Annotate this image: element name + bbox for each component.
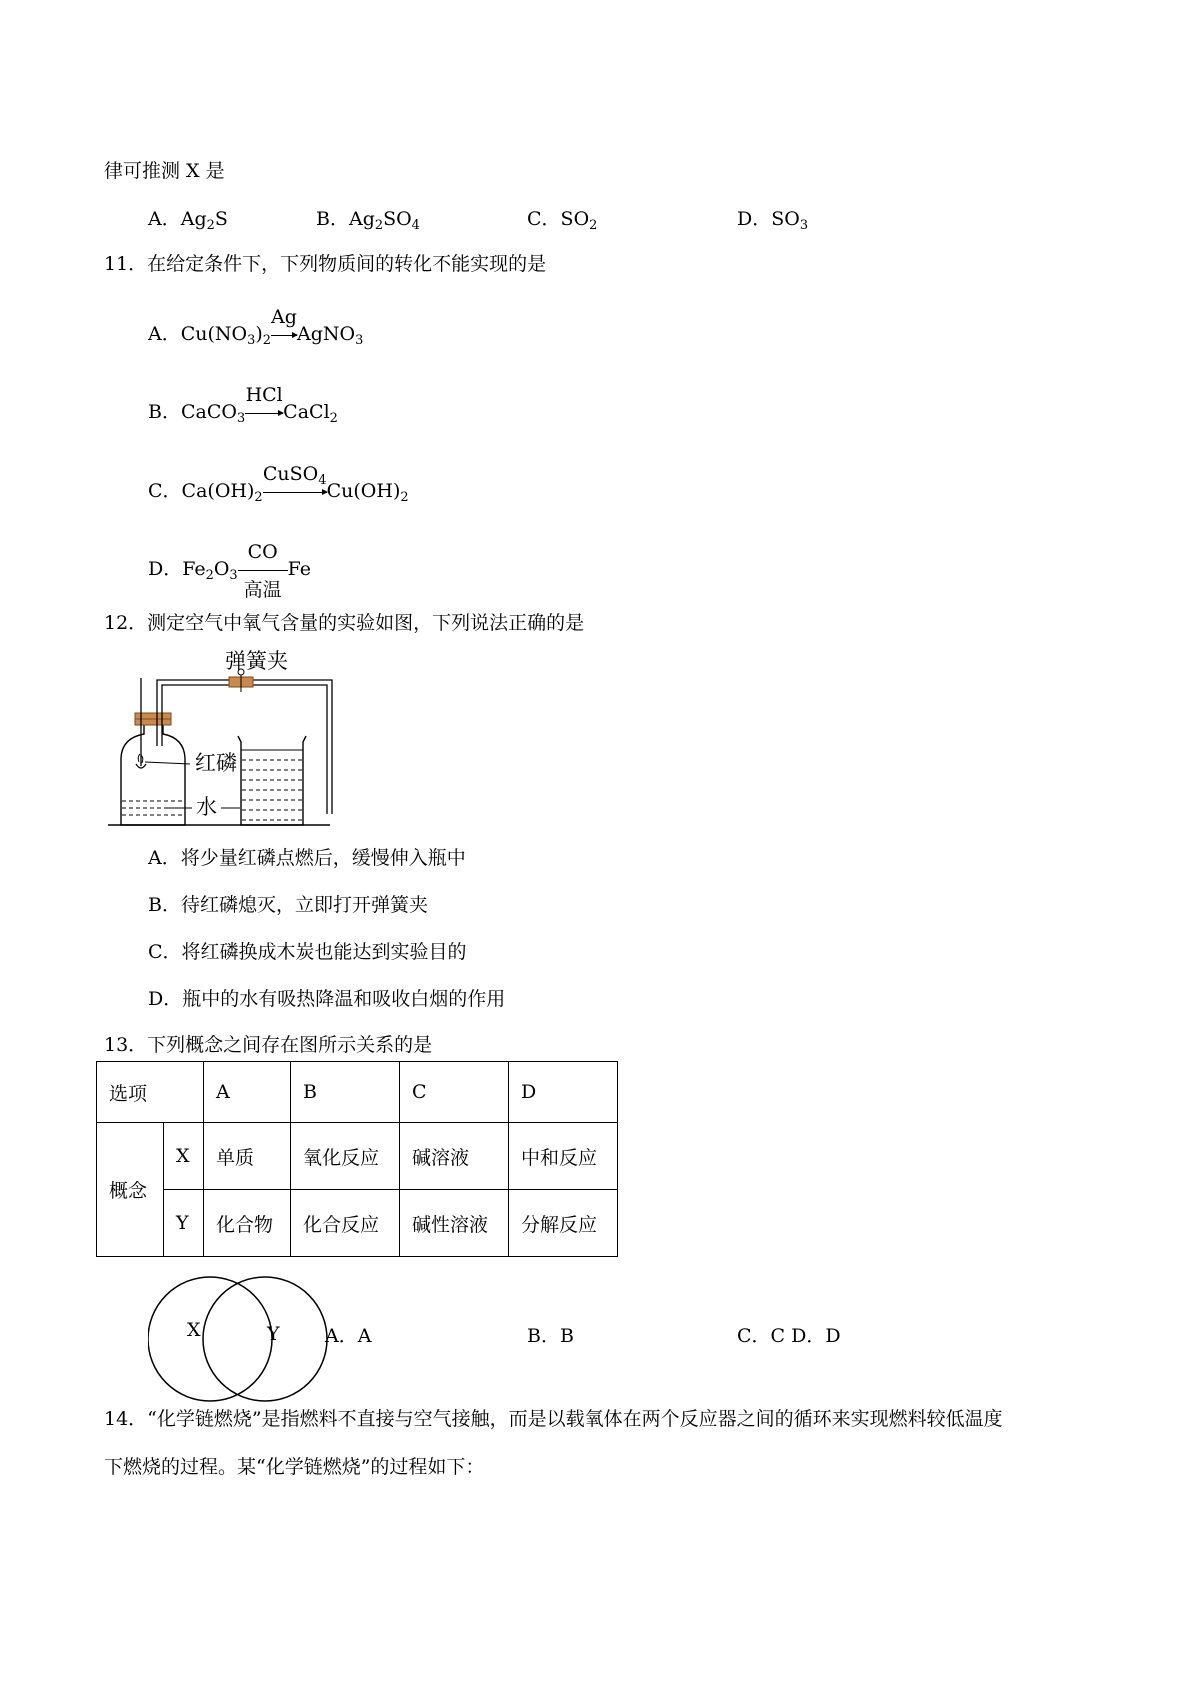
venn-label-x: X [187,1319,201,1341]
reaction-arrow: Ag [271,325,297,344]
table-cell: 分解反应 [509,1190,618,1257]
venn-diagram [148,1275,328,1405]
label-clip: 弹簧夹 [225,649,288,673]
table-cell: 碱性溶液 [400,1190,509,1257]
table-header-a: A [204,1062,291,1123]
q13-option-b: B．B [527,1325,574,1347]
reaction-arrow: HCl [245,403,283,422]
reaction-condition: CO 高温 [238,560,288,579]
q13-option-a: A．A [325,1325,372,1347]
venn-circle-x [148,1277,272,1401]
concept-table [96,1061,618,1257]
table-row-key-y: Y [164,1190,204,1257]
table-header-c: C [400,1062,509,1123]
q12-option-b: B．待红磷熄灭，立即打开弹簧夹 [148,894,428,916]
table-cell: 氧化反应 [291,1123,400,1190]
venn-label-y: Y [267,1323,280,1345]
q11-option-d: D．$Fe_2O_3$ CO 高温 Fe [148,541,312,601]
q11-option-b: B．CaCO$_3$ HCl CaCl$_2$ [148,384,338,426]
gas-bottle [121,725,185,825]
q10-option-d: D．$SO_3$ [737,208,809,233]
q12-option-c: C．将红磷换成木炭也能达到实验目的 [148,941,467,963]
q11-option-a: A．$Cu(NO_3)_2$ Ag AgNO$_3$ [148,306,364,348]
table-cell: 中和反应 [509,1123,618,1190]
table-cell: 碱溶液 [400,1123,509,1190]
q10-option-c: C．$SO_2$ [527,208,598,233]
table-header-option: 选项 [97,1062,204,1123]
table-cell: 化合反应 [291,1190,400,1257]
table-header-d: D [509,1062,618,1123]
table-cell: 化合物 [204,1190,291,1257]
table-group-label: 概念 [97,1123,164,1257]
reaction-arrow: CuSO$_4$ [263,482,327,501]
venn-circle-y [203,1277,327,1401]
q14-line-1: 14．“化学链燃烧”是指燃料不直接与空气接触，而是以载氧体在两个反应器之间的循环来实现燃料较低温度 [104,1408,1003,1430]
q11-option-c: C．$Ca(OH)_2$ CuSO$_4$ $Cu(OH)_2$ [148,463,409,505]
q12-stem: 12．测定空气中氧气含量的实验如图，下列说法正确的是 [104,612,585,634]
q11-stem: 11．在给定条件下，下列物质间的转化不能实现的是 [104,253,547,275]
connecting-tube [157,680,332,814]
q13-option-cd: C．C D．D [737,1325,841,1347]
oxygen-experiment-figure [108,646,348,836]
q10-option-b: B．$Ag_2SO_4$ [316,208,420,233]
table-header-b: B [291,1062,400,1123]
q13-stem: 13．下列概念之间存在图所示关系的是 [104,1034,433,1056]
q10-tail: 律可推测 X 是 [104,160,225,182]
q14-line-2: 下燃烧的过程。某“化学链燃烧”的过程如下： [104,1456,485,1478]
label-red-phosphorus: 红磷 [195,751,237,775]
table-row-key-x: X [164,1123,204,1190]
q10-option-a: A．$Ag_2S$ [148,208,228,233]
q12-option-d: D．瓶中的水有吸热降温和吸收白烟的作用 [148,988,506,1010]
table-cell: 单质 [204,1123,291,1190]
label-water: 水 [196,795,217,819]
q12-option-a: A．将少量红磷点燃后，缓慢伸入瓶中 [148,847,466,869]
